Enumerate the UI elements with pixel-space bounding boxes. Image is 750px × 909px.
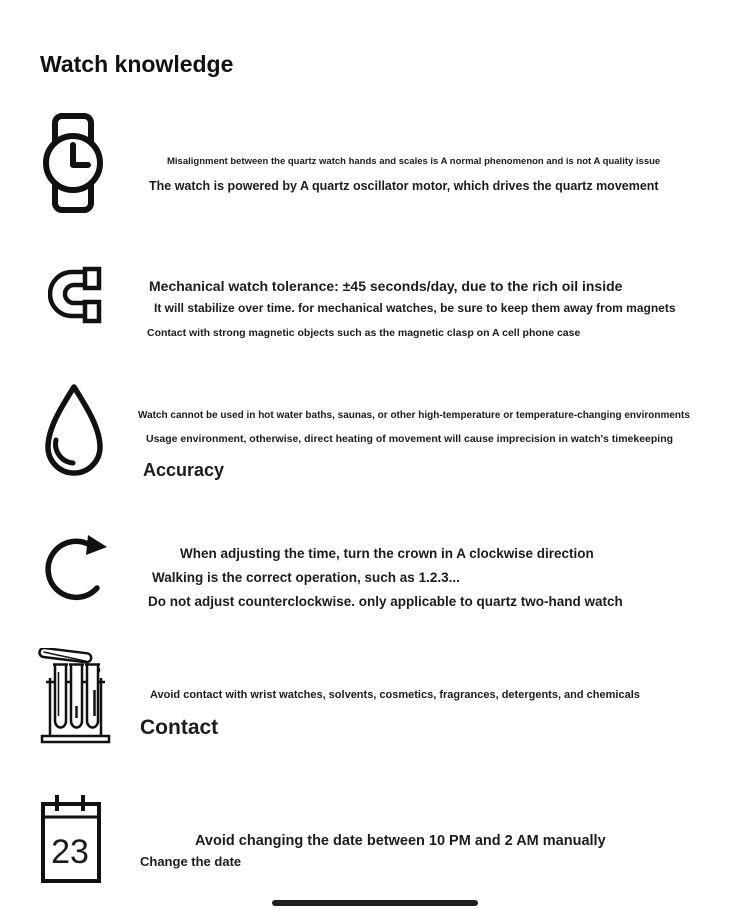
info-line: When adjusting the time, turn the crown in A clockwise direction (180, 545, 594, 561)
page-title: Watch knowledge (40, 51, 234, 78)
info-line: Avoid changing the date between 10 PM and 2 AM manually (195, 832, 606, 849)
info-line: Do not adjust counterclockwise. only applicable to quartz two-hand watch (148, 593, 623, 609)
clockwise-arrow-icon (40, 524, 108, 610)
section-heading: Contact (140, 716, 219, 739)
info-line: It will stabilize over time. for mechanical watches, be sure to keep them away from magnets (154, 301, 676, 315)
info-line: Misalignment between the quartz watch hands and scales is A normal phenomenon and is not A quality issue (167, 155, 661, 167)
calendar-day-number: 23 (51, 833, 89, 871)
magnet-icon (48, 266, 104, 324)
test-tubes-icon (38, 648, 112, 746)
info-line: Avoid contact with wrist watches, solvents, cosmetics, fragrances, detergents, and chemicals (150, 689, 640, 701)
info-line: Watch cannot be used in hot water baths, saunas, or other high-temperature or temperature-changing environments (138, 410, 690, 421)
water-drop-icon (42, 383, 106, 479)
info-line: Mechanical watch tolerance: ±45 seconds/day, due to the rich oil inside (149, 278, 623, 294)
calendar-icon (40, 792, 102, 884)
info-line: Contact with strong magnetic objects such as the magnetic clasp on A cell phone case (147, 326, 581, 339)
wristwatch-icon (42, 113, 104, 213)
home-indicator-bar[interactable] (272, 900, 478, 906)
info-line: Change the date (140, 854, 242, 869)
section-heading: Accuracy (143, 460, 225, 480)
info-line: Usage environment, otherwise, direct heating of movement will cause imprecision in watch's timekeeping (146, 432, 674, 445)
info-line: The watch is powered by A quartz oscillator motor, which drives the quartz movement (149, 178, 659, 193)
info-line: Walking is the correct operation, such as 1.2.3... (152, 569, 460, 585)
